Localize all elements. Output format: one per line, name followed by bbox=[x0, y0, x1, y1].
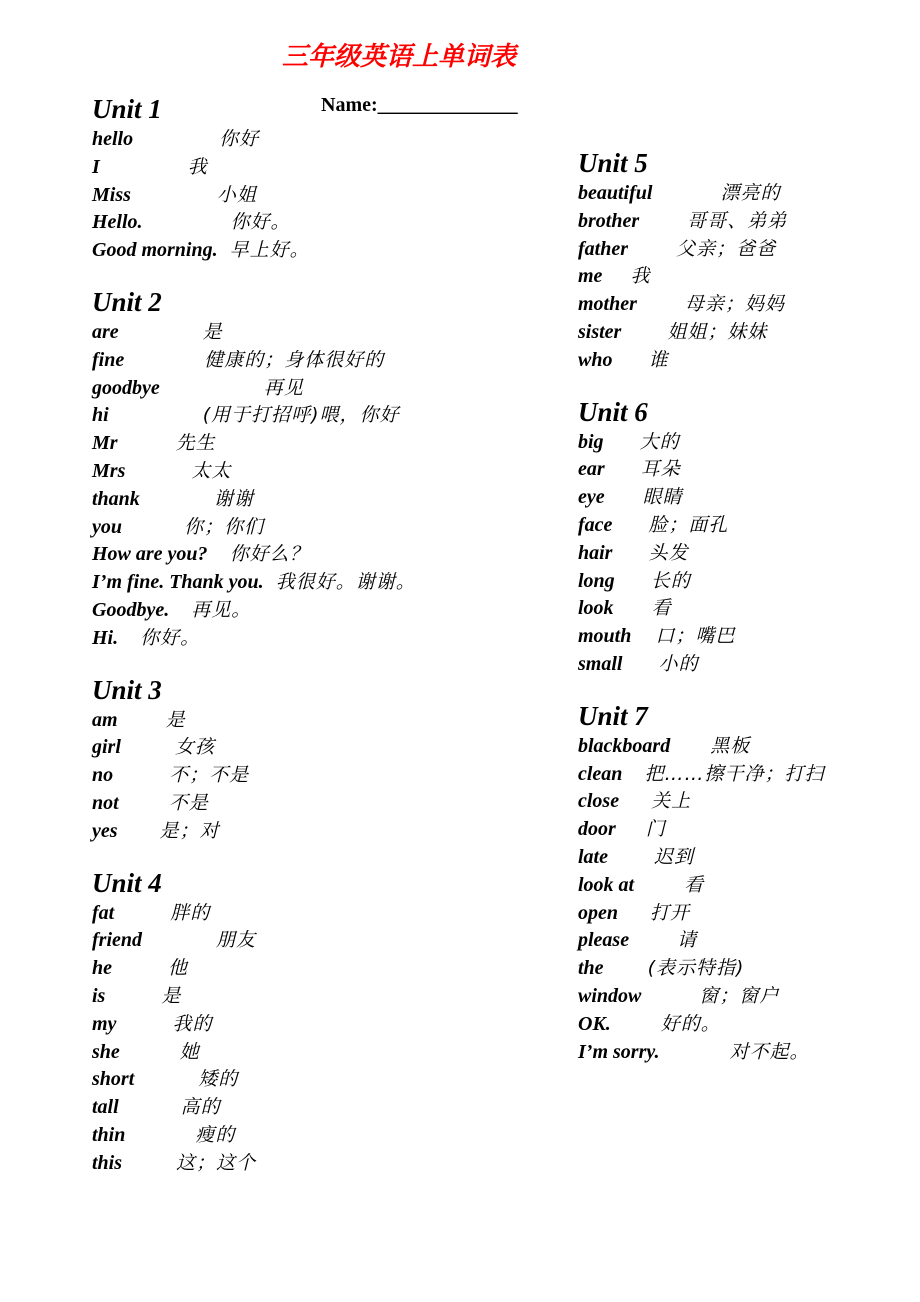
vocab-entry bbox=[92, 319, 512, 347]
vocab-entry bbox=[92, 486, 512, 514]
english-word: am bbox=[92, 708, 118, 731]
chinese-meaning: 请 bbox=[677, 929, 698, 952]
vocab-entry bbox=[578, 983, 920, 1011]
english-word: friend bbox=[92, 929, 142, 952]
vocab-entry bbox=[92, 1039, 512, 1067]
english-word: mouth bbox=[578, 625, 632, 648]
chinese-meaning: 窗；窗户 bbox=[699, 984, 780, 1007]
chinese-meaning: 你；你们 bbox=[184, 515, 265, 538]
chinese-meaning: (表示特指) bbox=[647, 957, 745, 980]
chinese-meaning: 大的 bbox=[639, 430, 680, 453]
vocab-entry bbox=[578, 816, 920, 844]
chinese-meaning: 迟到 bbox=[654, 845, 695, 868]
chinese-meaning: 你好么？ bbox=[229, 543, 310, 566]
vocab-entry bbox=[578, 844, 920, 872]
chinese-meaning: 矮的 bbox=[198, 1068, 239, 1091]
vocab-entry bbox=[92, 927, 512, 955]
english-word: fat bbox=[92, 901, 115, 924]
vocab-entry bbox=[92, 569, 512, 597]
chinese-meaning: 姐姐；妹妹 bbox=[667, 320, 768, 343]
unit-section bbox=[92, 866, 512, 1178]
chinese-meaning: 眼睛 bbox=[642, 486, 683, 509]
english-word: yes bbox=[92, 819, 118, 842]
vocab-entry bbox=[578, 512, 920, 540]
english-word: tall bbox=[92, 1096, 119, 1119]
unit-section bbox=[92, 673, 512, 846]
vocab-entry bbox=[92, 182, 512, 210]
vocab-entry bbox=[578, 208, 920, 236]
english-word: no bbox=[92, 764, 114, 787]
english-word: Hi. bbox=[92, 626, 119, 649]
unit-title: Unit 5 bbox=[578, 148, 648, 178]
english-word: brother bbox=[578, 209, 640, 232]
vocab-entry bbox=[578, 180, 920, 208]
chinese-meaning: (用于打招呼)喂，你好 bbox=[202, 404, 400, 427]
english-word: Mrs bbox=[92, 459, 126, 482]
chinese-meaning: 父亲；爸爸 bbox=[676, 237, 777, 260]
english-word: who bbox=[578, 348, 613, 371]
chinese-meaning: 你好 bbox=[219, 128, 260, 150]
chinese-meaning: 脸；面孔 bbox=[648, 513, 729, 536]
chinese-meaning: 对不起。 bbox=[729, 1040, 810, 1063]
vocab-entry bbox=[92, 900, 512, 928]
vocab-entry bbox=[578, 900, 920, 928]
right-column bbox=[578, 146, 920, 1086]
page-title: 三年级英语上单词表 bbox=[282, 42, 517, 72]
chinese-meaning: 口；嘴巴 bbox=[655, 625, 736, 648]
chinese-meaning: 瘦的 bbox=[195, 1123, 236, 1146]
english-word: How are you? bbox=[92, 543, 208, 566]
chinese-meaning: 你好。 bbox=[140, 626, 201, 649]
chinese-meaning: 再见。 bbox=[191, 598, 252, 621]
english-word: blackboard bbox=[578, 734, 671, 757]
chinese-meaning: 谁 bbox=[648, 348, 669, 371]
chinese-meaning: 是 bbox=[161, 984, 182, 1007]
vocab-entry bbox=[578, 429, 920, 457]
vocab-entry bbox=[92, 762, 512, 790]
english-word: thin bbox=[92, 1123, 126, 1146]
chinese-meaning: 健康的；身体很好的 bbox=[204, 348, 385, 371]
vocab-entry bbox=[578, 347, 920, 375]
english-word: Mr bbox=[92, 432, 118, 455]
chinese-meaning: 看 bbox=[684, 873, 705, 896]
vocab-entry bbox=[92, 955, 512, 983]
english-word: the bbox=[578, 957, 604, 980]
vocab-entry bbox=[92, 707, 512, 735]
vocab-entry bbox=[92, 541, 512, 569]
english-word: I bbox=[92, 155, 100, 178]
chinese-meaning: 看 bbox=[651, 597, 672, 620]
english-word: hair bbox=[578, 541, 613, 564]
english-word: me bbox=[578, 265, 603, 288]
vocab-entry bbox=[578, 761, 920, 789]
english-word: Hello. bbox=[92, 211, 143, 234]
chinese-meaning: 他 bbox=[168, 957, 189, 980]
english-word: face bbox=[578, 513, 613, 536]
unit-title: Unit 7 bbox=[578, 700, 648, 731]
english-word: he bbox=[92, 957, 112, 980]
chinese-meaning: 不是 bbox=[168, 791, 209, 814]
unit-section bbox=[92, 285, 512, 653]
chinese-meaning: 你好。 bbox=[230, 211, 291, 234]
english-word: Goodbye. bbox=[92, 598, 170, 621]
vocab-entry bbox=[92, 458, 512, 486]
unit-section bbox=[578, 699, 920, 1067]
vocab-entry bbox=[578, 651, 920, 679]
english-word: window bbox=[578, 984, 642, 1007]
english-word: hi bbox=[92, 404, 109, 427]
english-word: not bbox=[92, 791, 119, 814]
english-word: thank bbox=[92, 487, 140, 510]
chinese-meaning: 小姐 bbox=[216, 183, 257, 206]
english-word: sister bbox=[578, 320, 622, 343]
vocab-entry bbox=[92, 154, 512, 182]
vocab-entry bbox=[578, 568, 920, 596]
english-word: ear bbox=[578, 458, 605, 481]
english-word: beautiful bbox=[578, 182, 653, 204]
vocab-entry bbox=[92, 790, 512, 818]
chinese-meaning: 胖的 bbox=[170, 901, 211, 924]
chinese-meaning: 是 bbox=[202, 320, 223, 343]
english-word: my bbox=[92, 1012, 117, 1035]
unit-section bbox=[578, 146, 920, 375]
chinese-meaning: 打开 bbox=[650, 901, 691, 924]
chinese-meaning: 是；对 bbox=[159, 819, 220, 842]
vocab-entry bbox=[92, 983, 512, 1011]
english-word: OK. bbox=[578, 1012, 611, 1035]
chinese-meaning: 早上好。 bbox=[229, 239, 310, 262]
english-word: close bbox=[578, 790, 620, 813]
vocab-entry bbox=[92, 375, 512, 403]
chinese-meaning: 母亲；妈妈 bbox=[684, 293, 785, 316]
vocab-entry bbox=[578, 733, 920, 761]
unit-section bbox=[92, 92, 512, 265]
english-word: fine bbox=[92, 348, 125, 371]
english-word: hello bbox=[92, 128, 134, 150]
vocab-entry bbox=[92, 818, 512, 846]
vocab-entry bbox=[578, 927, 920, 955]
vocab-entry bbox=[92, 126, 512, 154]
english-word: please bbox=[578, 929, 630, 952]
english-word: are bbox=[92, 320, 119, 343]
vocab-entry bbox=[578, 540, 920, 568]
english-word: look bbox=[578, 597, 614, 620]
chinese-meaning: 好的。 bbox=[660, 1012, 721, 1035]
chinese-meaning: 哥哥、弟弟 bbox=[687, 209, 788, 232]
english-word: long bbox=[578, 569, 615, 592]
vocab-entry bbox=[578, 623, 920, 651]
vocab-entry bbox=[92, 1150, 512, 1178]
vocab-entry bbox=[578, 872, 920, 900]
chinese-meaning: 不；不是 bbox=[169, 764, 250, 787]
english-word: mother bbox=[578, 293, 637, 316]
chinese-meaning: 关上 bbox=[651, 790, 692, 813]
vocab-entry bbox=[92, 597, 512, 625]
english-word: clean bbox=[578, 762, 623, 785]
unit-title: Unit 4 bbox=[92, 867, 162, 898]
left-column bbox=[92, 92, 512, 1198]
chinese-meaning: 小的 bbox=[658, 652, 699, 675]
english-word: I’m sorry. bbox=[578, 1040, 660, 1063]
english-word: goodbye bbox=[92, 376, 160, 399]
english-word: you bbox=[92, 515, 122, 538]
english-word: this bbox=[92, 1151, 123, 1174]
unit-title: Unit 1 bbox=[92, 94, 162, 124]
vocab-entry bbox=[92, 209, 512, 237]
chinese-meaning: 我的 bbox=[172, 1012, 213, 1035]
chinese-meaning: 太太 bbox=[191, 459, 232, 482]
chinese-meaning: 这；这个 bbox=[176, 1151, 257, 1174]
english-word: is bbox=[92, 984, 106, 1007]
vocab-entry bbox=[92, 347, 512, 375]
chinese-meaning: 朋友 bbox=[216, 929, 257, 952]
vocab-entry bbox=[92, 625, 512, 653]
vocab-entry bbox=[92, 430, 512, 458]
vocab-entry bbox=[578, 291, 920, 319]
english-word: father bbox=[578, 237, 628, 260]
vocab-entry bbox=[92, 514, 512, 542]
unit-title: Unit 2 bbox=[92, 286, 162, 317]
unit-section bbox=[578, 395, 920, 679]
unit-title: Unit 3 bbox=[92, 674, 162, 705]
english-word: I’m fine. Thank you. bbox=[92, 571, 264, 594]
chinese-meaning: 高的 bbox=[180, 1096, 221, 1119]
chinese-meaning: 门 bbox=[645, 818, 666, 841]
english-word: late bbox=[578, 845, 608, 868]
english-word: Good morning. bbox=[92, 239, 218, 262]
english-word: look at bbox=[578, 873, 635, 896]
vocab-entry bbox=[578, 319, 920, 347]
vocab-entry bbox=[578, 456, 920, 484]
vocab-entry bbox=[92, 237, 512, 265]
vocab-entry bbox=[578, 236, 920, 264]
english-word: big bbox=[578, 430, 604, 453]
vocab-entry bbox=[578, 788, 920, 816]
chinese-meaning: 把……擦干净；打扫 bbox=[644, 762, 825, 785]
vocab-entry bbox=[578, 484, 920, 512]
unit-title: Unit 6 bbox=[578, 396, 648, 427]
english-word: open bbox=[578, 901, 618, 924]
vocab-entry bbox=[92, 402, 512, 430]
chinese-meaning: 我 bbox=[187, 155, 208, 178]
vocab-entry bbox=[92, 1094, 512, 1122]
chinese-meaning: 长的 bbox=[650, 569, 691, 592]
vocab-entry bbox=[92, 1066, 512, 1094]
chinese-meaning: 谢谢 bbox=[213, 487, 254, 510]
english-word: she bbox=[92, 1040, 120, 1063]
english-word: small bbox=[578, 652, 623, 675]
chinese-meaning: 是 bbox=[165, 708, 186, 731]
english-word: short bbox=[92, 1068, 135, 1091]
chinese-meaning: 头发 bbox=[648, 541, 689, 564]
chinese-meaning: 我 bbox=[630, 265, 651, 288]
chinese-meaning: 女孩 bbox=[174, 736, 215, 759]
chinese-meaning: 耳朵 bbox=[640, 458, 681, 481]
english-word: door bbox=[578, 818, 616, 841]
chinese-meaning: 我很好。谢谢。 bbox=[275, 571, 416, 594]
chinese-meaning: 漂亮的 bbox=[720, 182, 781, 204]
english-word: girl bbox=[92, 736, 121, 759]
vocab-entry bbox=[92, 1122, 512, 1150]
vocab-entry bbox=[578, 1039, 920, 1067]
vocab-entry bbox=[578, 1011, 920, 1039]
chinese-meaning: 黑板 bbox=[710, 734, 751, 757]
vocab-entry bbox=[578, 595, 920, 623]
vocab-entry bbox=[578, 955, 920, 983]
english-word: Miss bbox=[92, 183, 131, 206]
chinese-meaning: 先生 bbox=[175, 432, 216, 455]
vocab-entry bbox=[92, 734, 512, 762]
chinese-meaning: 再见 bbox=[263, 376, 304, 399]
english-word: eye bbox=[578, 486, 605, 509]
vocab-entry bbox=[92, 1011, 512, 1039]
name-field-label: Name:______________ bbox=[321, 94, 518, 116]
chinese-meaning: 她 bbox=[179, 1040, 200, 1063]
vocab-entry bbox=[578, 263, 920, 291]
